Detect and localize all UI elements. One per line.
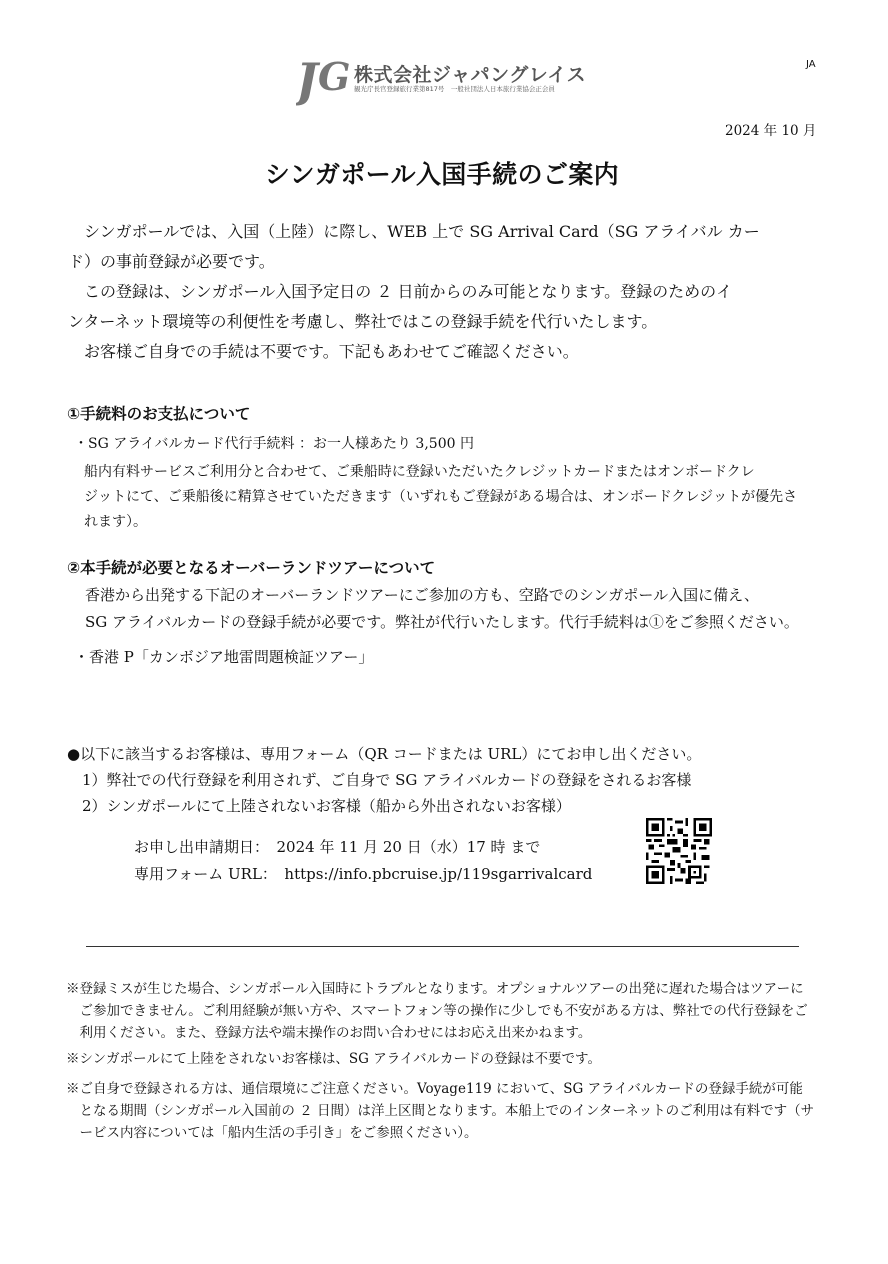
company-registration: 観光庁長官登録旅行業第817号 一般社団法人日本旅行業協会正会員 bbox=[354, 85, 555, 93]
apply-deadline: お申し出申請期日： 2024 年 11 月 20 日（水）17 時 まで bbox=[134, 838, 541, 856]
apply-item: 1）弊社での代行登録を利用されず、ご自身で SG アライバルカードの登録をされるお客様 bbox=[82, 771, 692, 789]
apply-item: 2）シンガポールにて上陸されないお客様（船から外出されないお客様） bbox=[82, 797, 571, 815]
apply-lead: ●以下に該当するお客様は、専用フォーム（QR コードまたは URL）にてお申し出ください。 bbox=[67, 745, 702, 763]
note-line: ※シンガポールにて上陸をされないお客様は、SG アライバルカードの登録は不要です。 bbox=[66, 1051, 601, 1067]
note-line: ※登録ミスが生じた場合、シンガポール入国時にトラブルとなります。オプショナルツアーの出発に遅れた場合はツアーに bbox=[66, 981, 804, 997]
company-logo-mark bbox=[296, 50, 354, 106]
issue-date: 2024 年 10 月 bbox=[725, 123, 817, 139]
svg-text:G: G bbox=[318, 54, 351, 99]
svg-text:J: J bbox=[296, 53, 318, 106]
note-line: ご参加できません。ご利用経験が無い方や、スマートフォン等の操作に少しでも不安がある方は、弊社での代行登録をご bbox=[66, 1003, 808, 1019]
note-line: ※ご自身で登録される方は、通信環境にご注意ください。Voyage119 において、SG アライバルカードの登録手続が可能 bbox=[66, 1081, 803, 1097]
language-code: JA bbox=[806, 59, 816, 70]
divider bbox=[86, 946, 799, 947]
company-name: 株式会社ジャパングレイス bbox=[354, 64, 587, 86]
note-line: 利用ください。また、登録方法や端末操作のお問い合わせにはお応え出来かねます。 bbox=[66, 1025, 592, 1041]
intro-line: ド）の事前登録が必要です。 bbox=[68, 252, 275, 271]
section1-heading: ①手続料のお支払について bbox=[67, 405, 251, 423]
section1-line: 船内有料サービスご利用分と合わせて、ご乗船時に登録いただいたクレジットカードまたはオンボードクレ bbox=[84, 464, 755, 480]
qr-code-icon[interactable] bbox=[646, 818, 712, 884]
intro-line: ンターネット環境等の利便性を考慮し、弊社ではこの登録手続を代行いたします。 bbox=[68, 312, 658, 331]
apply-url[interactable]: 専用フォーム URL： https://info.pbcruise.jp/119sgarrivalcard bbox=[134, 865, 593, 883]
section1-line: ジットにて、ご乗船後に精算させていただきます（いずれもご登録がある場合は、オンボードクレジットが優先さ bbox=[84, 489, 798, 505]
section2-line: SG アライバルカードの登録手続が必要です。弊社が代行いたします。代行手続料は①をご参照ください。 bbox=[85, 613, 799, 631]
section2-line: 香港から出発する下記のオーバーランドツアーにご参加の方も、空路でのシンガポール入国に備え、 bbox=[85, 586, 760, 604]
section2-heading: ②本手続が必要となるオーバーランドツアーについて bbox=[67, 559, 436, 577]
section2-tour: ・香港 P「カンボジア地雷問題検証ツアー」 bbox=[74, 648, 374, 666]
intro-line: お客様ご自身での手続は不要です。下記もあわせてご確認ください。 bbox=[68, 342, 579, 361]
intro-line: この登録は、シンガポール入国予定日の ２ 日前からのみ可能となります。登録のためのイ bbox=[68, 282, 733, 301]
section1-line: れます）。 bbox=[84, 514, 147, 530]
section1-fee: ・SG アライバルカード代行手続料 ：お一人様あたり 3,500 円 bbox=[74, 436, 474, 452]
intro-line: シンガポールでは、入国（上陸）に際し、WEB 上で SG Arrival Card（SG アライバル カー bbox=[68, 222, 760, 241]
page-title: シンガポール入国手続のご案内 bbox=[264, 160, 620, 189]
note-line: となる期間（シンガポール入国前の ２ 日間）は洋上区間となります。本船上でのインターネットのご利用は有料です（サ bbox=[66, 1103, 815, 1119]
note-line: ービス内容については「船内生活の手引き」をご参照ください）。 bbox=[66, 1125, 478, 1141]
